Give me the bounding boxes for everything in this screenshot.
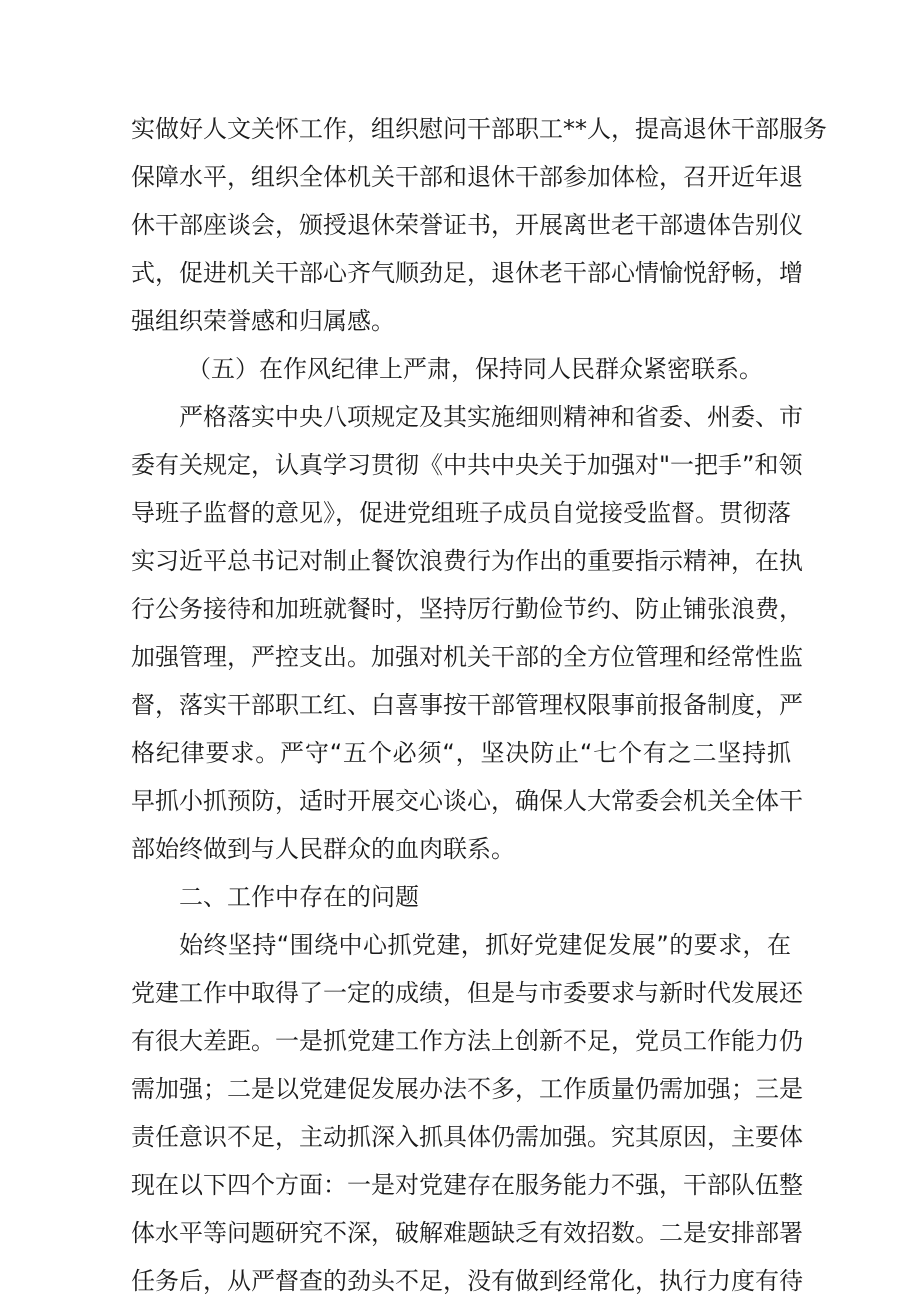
text-line: 党建工作中取得了一定的成绩，但是与市委要求与新时代发展还 — [131, 979, 803, 1007]
text-line: 督，落实干部职工红、白喜事按干部管理权限事前报备制度，严 — [131, 691, 803, 719]
text-line: 式，促进机关干部心齐气顺劲足，退休老干部心情愉悦舒畅，增 — [131, 259, 803, 287]
text-line: 责任意识不足，主动抓深入抓具体仍需加强。究其原因，主要体 — [131, 1123, 803, 1151]
text-line: 现在以下四个方面：一是对党建存在服务能力不强，干部队伍整 — [131, 1171, 803, 1199]
text-line: 实做好人文关怀工作，组织慰问干部职工**人，提高退休干部服务 — [131, 115, 827, 143]
text-line: 保障水平，组织全体机关干部和退休干部参加体检，召开近年退 — [131, 163, 803, 191]
text-line: 委有关规定，认真学习贯彻《中共中央关于加强对"一把手”和领 — [131, 451, 803, 479]
text-line: 休干部座谈会，颁授退休荣誉证书，开展离世老干部遗体告别仪 — [131, 211, 803, 239]
text-line: 体水平等问题研究不深，破解难题缺乏有效招数。二是安排部署 — [131, 1219, 803, 1247]
text-line: 实习近平总书记对制止餐饮浪费行为作出的重要指示精神，在执 — [131, 547, 803, 575]
section-heading: （五）在作风纪律上严肃，保持同人民群众紧密联系。 — [187, 355, 763, 383]
text-line: 始终坚持“围绕中心抓党建，抓好党建促发展”的要求，在 — [179, 931, 791, 959]
text-line: 任务后，从严督查的劲头不足，没有做到经常化，执行力度有待 — [131, 1267, 803, 1295]
text-line: 严格落实中央八项规定及其实施细则精神和省委、州委、市 — [179, 403, 803, 431]
text-line: 早抓小抓预防，适时开展交心谈心，确保人大常委会机关全体干 — [131, 787, 803, 815]
text-line: 部始终做到与人民群众的血肉联系。 — [131, 835, 515, 863]
section-heading: 二、工作中存在的问题 — [179, 883, 419, 911]
text-line: 格纪律要求。严守“五个必须“，坚决防止“七个有之二坚持抓 — [131, 739, 791, 767]
text-line: 有很大差距。一是抓党建工作方法上创新不足，党员工作能力仍 — [131, 1027, 803, 1055]
text-line: 行公务接待和加班就餐时，坚持厉行勤俭节约、防止铺张浪费， — [131, 595, 803, 623]
text-line: 导班子监督的意见》，促进党组班子成员自觉接受监督。贯彻落 — [131, 499, 791, 527]
text-line: 需加强；二是以党建促发展办法不多，工作质量仍需加强；三是 — [131, 1075, 803, 1103]
text-line: 强组织荣誉感和归属感。 — [131, 307, 395, 335]
text-line: 加强管理，严控支出。加强对机关干部的全方位管理和经常性监 — [131, 643, 803, 671]
